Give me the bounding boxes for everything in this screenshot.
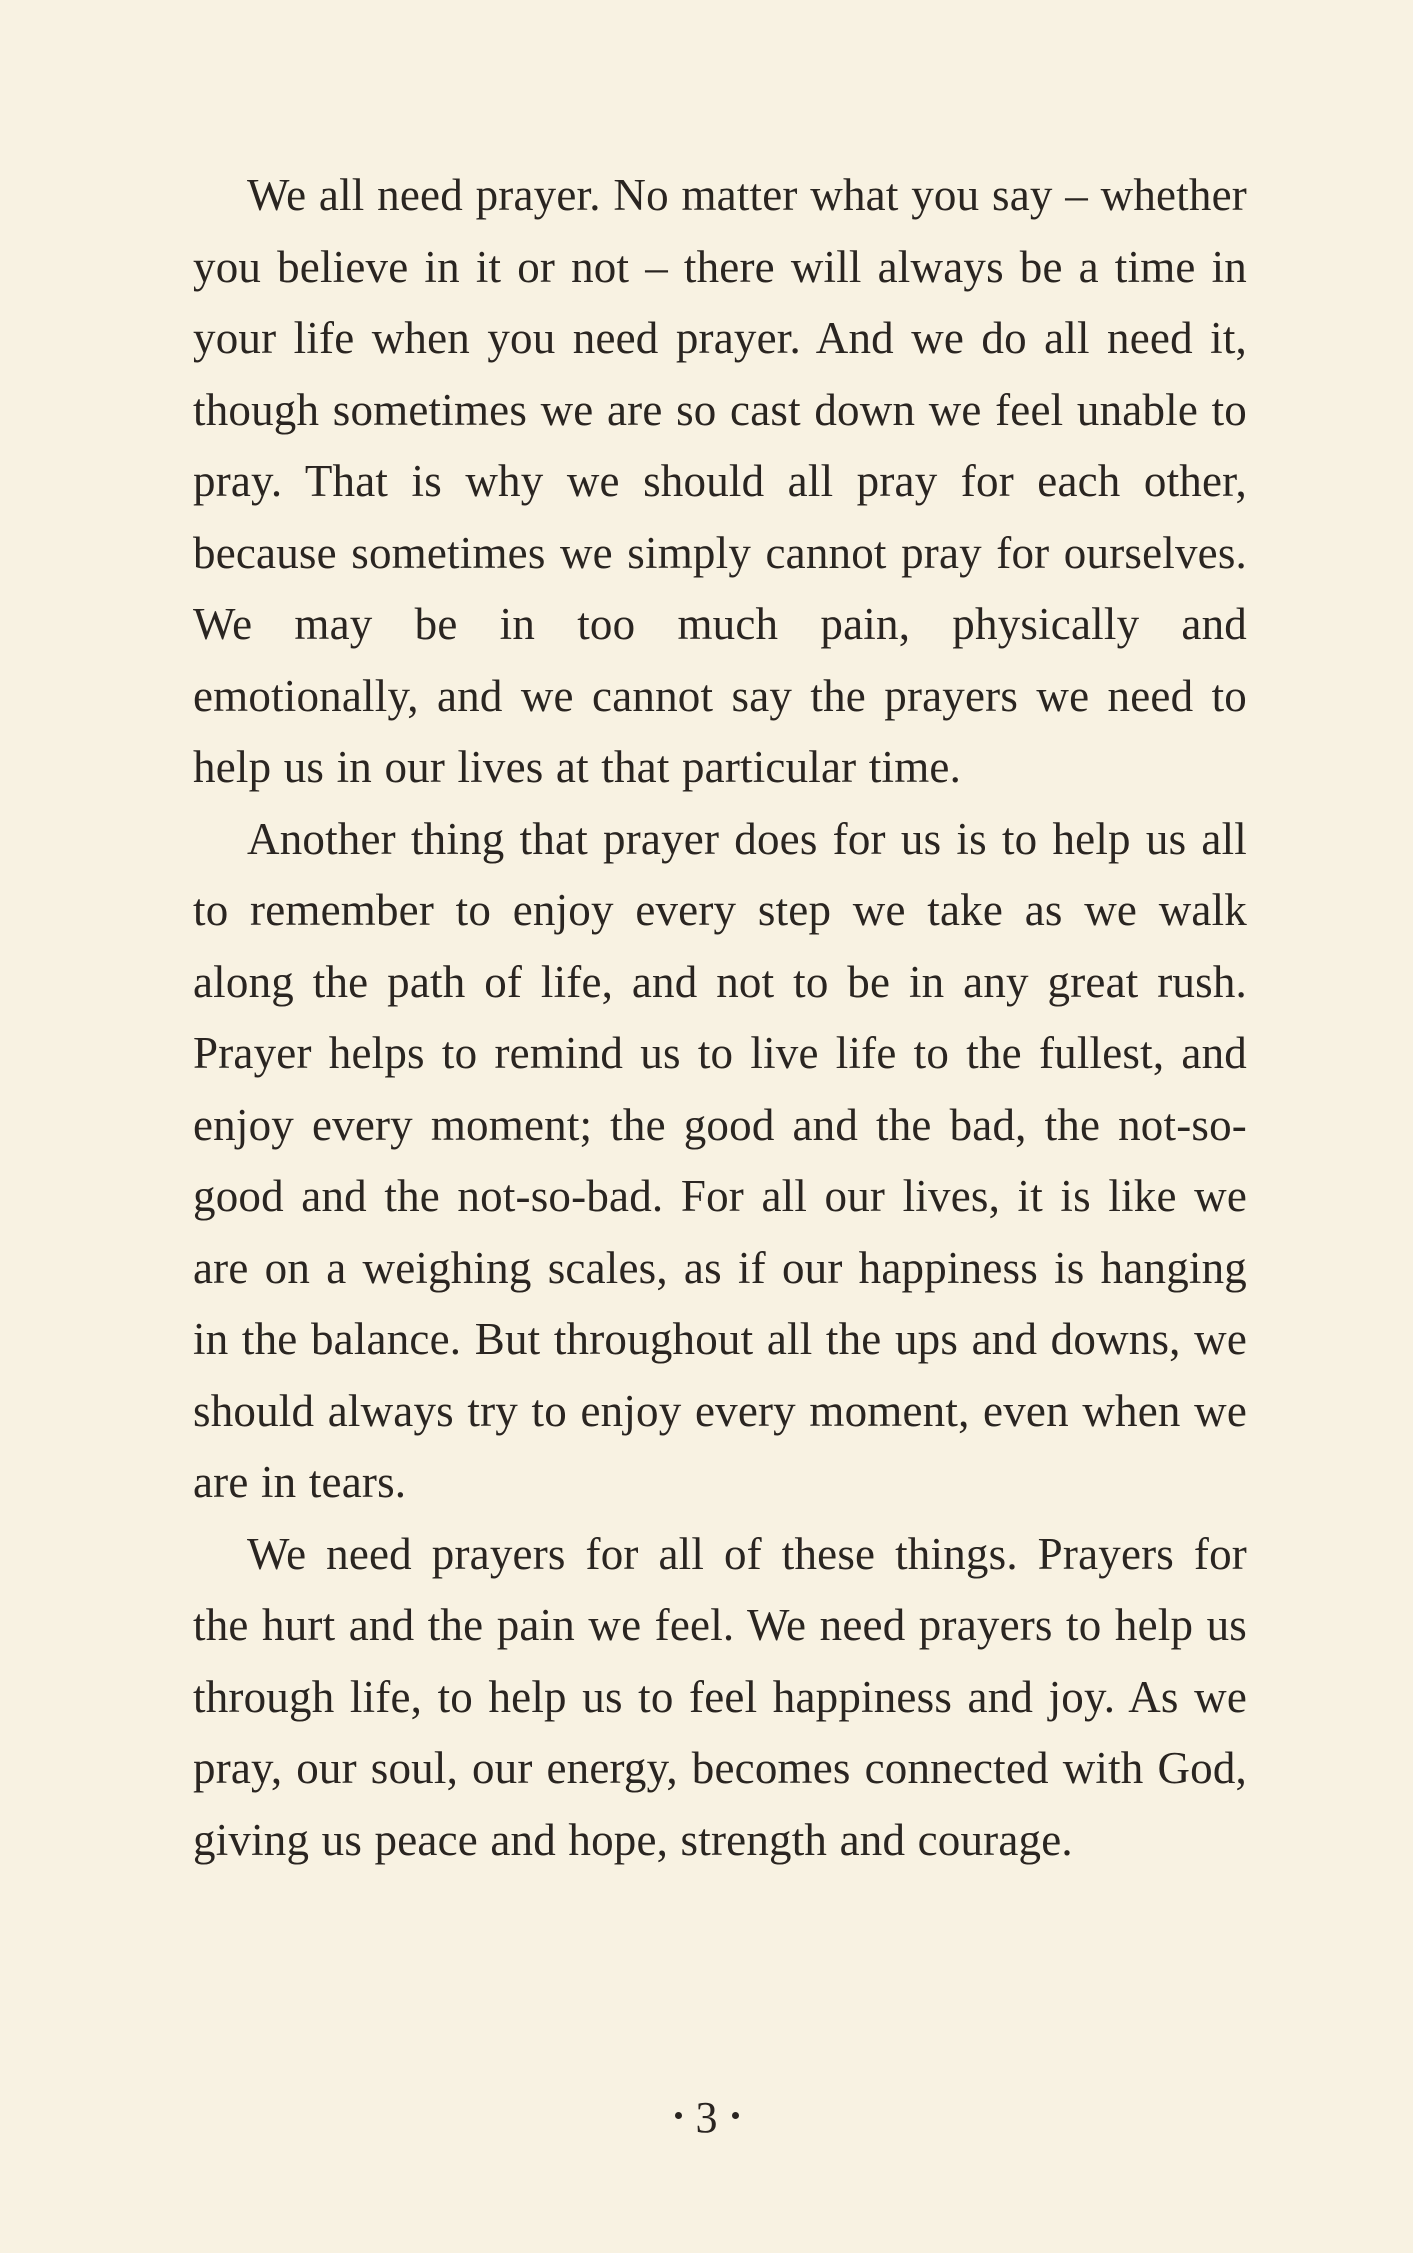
paragraph-2: Another thing that prayer does for us is to help us all to remember to enjoy every step we take as we walk along the path of life, and not to be in any great rush. Prayer helps to remind us to live life to the fullest, and enjoy every moment; the good and the bad, the not-so-good and the not-so-bad. For all our lives, it is like we are on a weighing scales, as if our happiness is hanging in the balance. But throughout all the ups and downs, we should always try to enjoy every moment, even when we are in tears.: [193, 813, 1247, 1507]
bullet-dot-icon: [675, 2112, 682, 2119]
body-text: [193, 160, 1247, 1876]
page-number-value: 3: [695, 2093, 718, 2142]
paragraph-1: We all need prayer. No matter what you say – whether you believe in it or not – there will always be a time in your life when you need prayer. And we do all need it, though sometimes we are so cast down we feel unable to pray. That is why we should all pray for each other, because sometimes we simply cannot pray for ourselves. We may be in too much pain, physically and emotionally, and we cannot say the prayers we need to help us in our lives at that particular time.: [193, 170, 1247, 792]
paragraph-3: We need prayers for all of these things. Prayers for the hurt and the pain we feel. We need prayers to help us through life, to help us to feel happiness and joy. As we pray, our soul, our energy, becomes connected with God, giving us peace and hope, strength and courage.: [193, 1528, 1247, 1865]
page-number: [0, 2088, 1413, 2148]
bullet-dot-icon: [732, 2112, 739, 2119]
